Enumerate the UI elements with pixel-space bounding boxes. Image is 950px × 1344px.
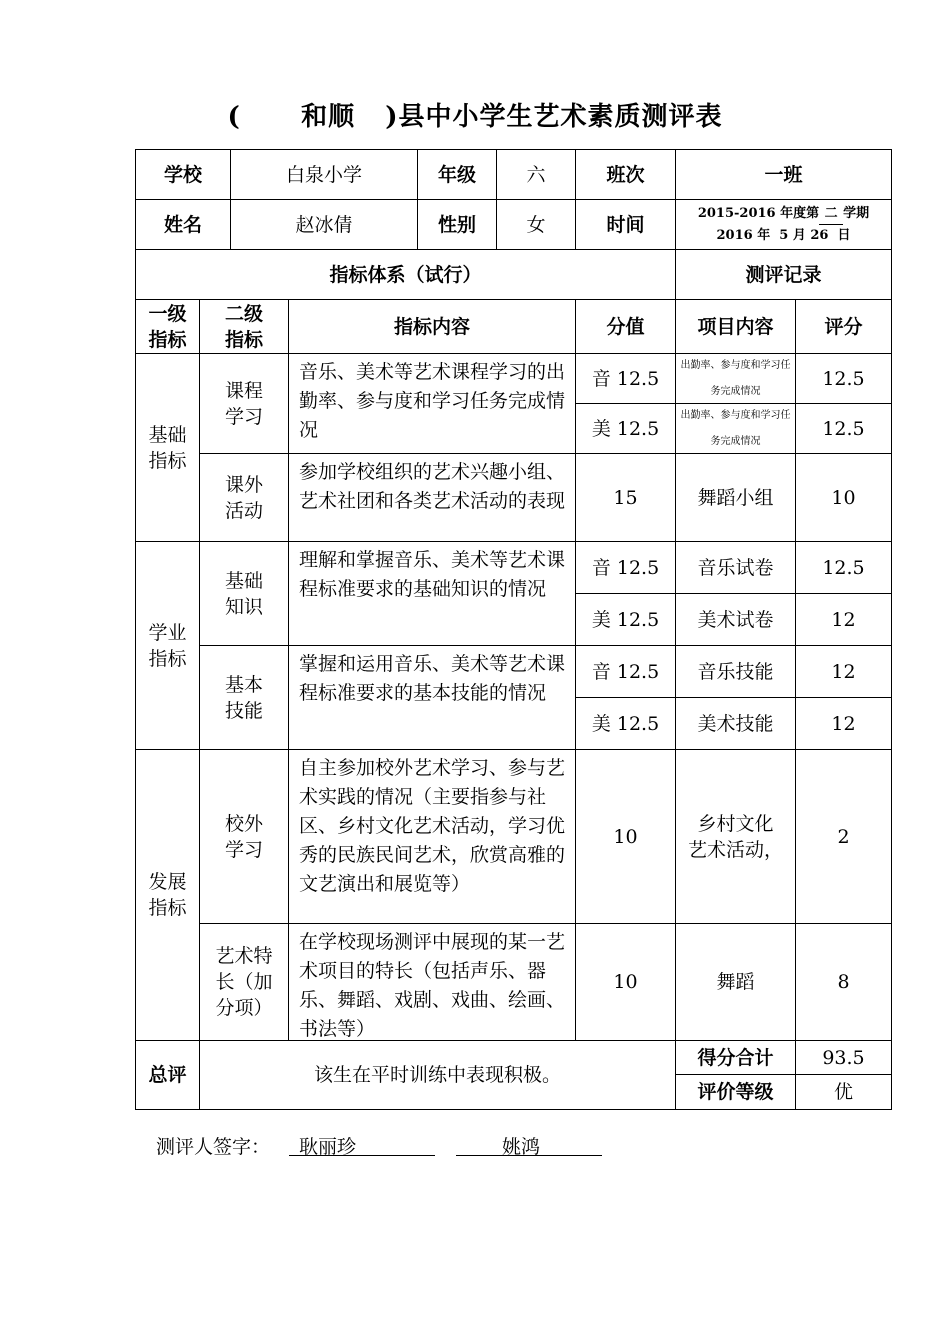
summary-comment: 该生在平时训练中表现积极。 — [199, 1040, 676, 1110]
class-label: 班次 — [575, 149, 676, 200]
signature-name-1: 耿丽珍 — [289, 1132, 435, 1156]
indicator-content: 自主参加校外艺术学习、参与艺术实践的情况（主要指参与社区、乡村文化艺术活动，学习优秀的民族民间艺术，欣赏高雅的文艺演出和展览等） — [288, 749, 576, 924]
rating: 8 — [795, 923, 892, 1041]
item-content-header: 项目内容 — [675, 299, 796, 354]
rating: 10 — [795, 453, 892, 542]
signature-label: 测评人签字： — [156, 1136, 271, 1158]
sub-indicator: 基础 知识 — [199, 541, 289, 646]
group-basic: 基础 指标 — [135, 353, 200, 542]
item-content: 美术技能 — [675, 697, 796, 750]
score-value: 音 12.5 — [575, 645, 676, 698]
system-header: 指标体系（试行） — [135, 249, 676, 300]
indicator-content: 参加学校组织的艺术兴趣小组、艺术社团和各类艺术活动的表现 — [288, 453, 576, 542]
school-label: 学校 — [135, 149, 231, 200]
level1-header: 一级 指标 — [135, 299, 200, 354]
total-label: 得分合计 — [675, 1040, 796, 1075]
grade-value: 六 — [496, 149, 576, 200]
item-content: 乡村文化 艺术活动， — [675, 749, 796, 924]
rating: 2 — [795, 749, 892, 924]
school-value: 白泉小学 — [230, 149, 418, 200]
content-header: 指标内容 — [288, 299, 576, 354]
time-label: 时间 — [575, 199, 676, 250]
item-content: 舞蹈小组 — [675, 453, 796, 542]
score-value: 10 — [575, 749, 676, 924]
sub-indicator: 基本 技能 — [199, 645, 289, 750]
item-content: 音乐试卷 — [675, 541, 796, 594]
name-label: 姓名 — [135, 199, 231, 250]
name-value: 赵冰倩 — [230, 199, 418, 250]
grade-level-value: 优 — [795, 1074, 892, 1110]
rating: 12 — [795, 697, 892, 750]
level2-header: 二级 指标 — [199, 299, 289, 354]
rating: 12 — [795, 645, 892, 698]
score-value: 美 12.5 — [575, 593, 676, 646]
item-content: 出勤率、参与度和学习任务完成情况 — [675, 353, 796, 404]
indicator-content: 掌握和运用音乐、美术等艺术课程标准要求的基本技能的情况 — [288, 645, 576, 750]
sub-indicator: 校外 学习 — [199, 749, 289, 924]
item-content: 出勤率、参与度和学习任务完成情况 — [675, 403, 796, 454]
sub-indicator: 艺术特 长（加 分项） — [199, 923, 289, 1041]
gender-label: 性别 — [417, 199, 497, 250]
group-academic: 学业 指标 — [135, 541, 200, 750]
rating: 12.5 — [795, 403, 892, 454]
score-value: 音 12.5 — [575, 541, 676, 594]
sub-indicator: 课程 学习 — [199, 353, 289, 454]
rating-header: 评分 — [795, 299, 892, 354]
record-header: 测评记录 — [675, 249, 892, 300]
time-value — [675, 199, 892, 250]
rating: 12.5 — [795, 353, 892, 404]
indicator-content: 理解和掌握音乐、美术等艺术课程标准要求的基础知识的情况 — [288, 541, 576, 646]
item-content: 美术试卷 — [675, 593, 796, 646]
rating: 12.5 — [795, 541, 892, 594]
page-title: ( 和顺 )县中小学生艺术素质测评表 — [227, 102, 723, 132]
score-value-header: 分值 — [575, 299, 676, 354]
score-value: 美 12.5 — [575, 697, 676, 750]
score-value: 音 12.5 — [575, 353, 676, 404]
semester-blank: 二 — [819, 203, 843, 225]
grade-label: 年级 — [417, 149, 497, 200]
item-content: 音乐技能 — [675, 645, 796, 698]
time-line-1 — [698, 203, 869, 225]
gender-value: 女 — [496, 199, 576, 250]
group-development: 发展 指标 — [135, 749, 200, 1041]
sub-indicator: 课外 活动 — [199, 453, 289, 542]
time-year-text: 2015-2016 年度第 — [697, 206, 820, 221]
score-value: 15 — [575, 453, 676, 542]
time-line-2: 2016 年 5 月 26 日 — [716, 228, 851, 243]
semester-text: 学期 — [843, 206, 870, 221]
grade-level-label: 评价等级 — [675, 1074, 796, 1110]
signature-name-2: 姚鸿 — [456, 1132, 602, 1156]
rating: 12 — [795, 593, 892, 646]
item-content: 舞蹈 — [675, 923, 796, 1041]
summary-label: 总评 — [135, 1040, 200, 1110]
class-value: 一班 — [675, 149, 892, 200]
indicator-content: 在学校现场测评中展现的某一艺术项目的特长（包括声乐、器乐、舞蹈、戏剧、戏曲、绘画、书法等） — [288, 923, 576, 1041]
score-value: 美 12.5 — [575, 403, 676, 454]
score-value: 10 — [575, 923, 676, 1041]
total-value: 93.5 — [795, 1040, 892, 1075]
indicator-content: 音乐、美术等艺术课程学习的出勤率、参与度和学习任务完成情况 — [288, 353, 576, 454]
